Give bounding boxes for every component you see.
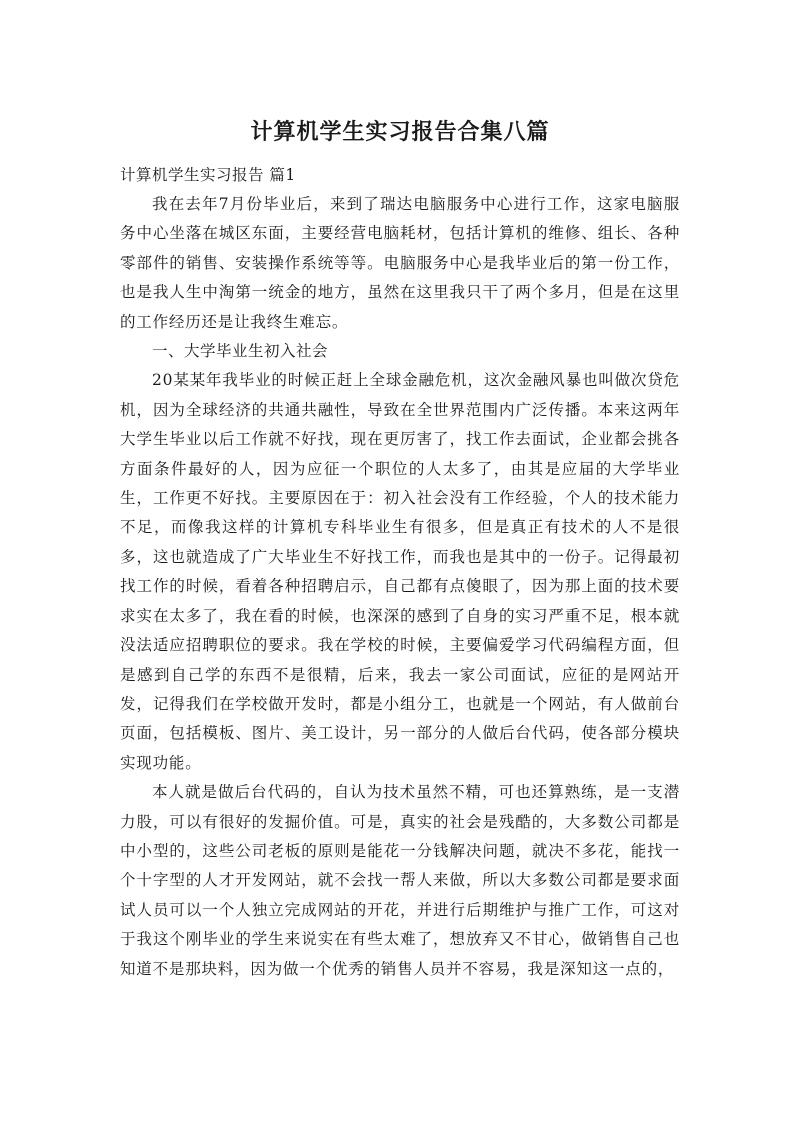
document-title: 计算机学生实习报告合集八篇 bbox=[250, 120, 550, 145]
document-body bbox=[120, 161, 680, 984]
section-heading: 一、大学毕业生初入社会 bbox=[152, 342, 329, 361]
section-title: 计算机学生实习报告 篇1 bbox=[120, 166, 296, 184]
paragraph: 我在去年7月份毕业后，来到了瑞达电脑服务中心进行工作，这家电脑服务中心坐落在城区东面，主要经营电脑耗材，包括计算机的维修、组长、各种零部件的销售、安装操作系统等等。电脑服务中心是我毕业后的第一份工作，也是我人生中淘第一统金的地方，虽然在这里我只干了两个多月，但是在这里的工作经历还是让我终生难忘。 bbox=[120, 195, 680, 331]
paragraph: 20某某年我毕业的时候正赶上全球金融危机，这次金融风暴也叫做次贷危机，因为全球经济的共通共融性，导致在全世界范围内广泛传播。本来这两年大学生毕业以后工作就不好找，现在更厉害了，找工作去面试，企业都会挑各方面条件最好的人，因为应征一个职位的人太多了，由其是应届的大学毕业生，工作更不好找。主要原因在于：初入社会没有工作经验，个人的技术能力不足，而像我这样的计算机专科毕业生有很多，但是真正有技术的人不是很多，这也就造成了广大毕业生不好找工作，而我也是其中的一份子。记得最初找工作的时候，看着各种招聘启示，自己都有点傻眼了，因为那上面的技术要求实在太多了，我在看的时候，也深深的感到了自身的实习严重不足，根本就没法适应招聘职位的要求。我在学校的时候，主要偏爱学习代码编程方面，但是感到自己学的东西不是很精，后来，我去一家公司面试，应征的是网站开发，记得我们在学校做开发时，都是小组分工，也就是一个网站，有人做前台页面，包括模板、图片、美工设计，另一部分的人做后台代码，使各部分模块实现功能。 bbox=[120, 371, 680, 772]
paragraph: 本人就是做后台代码的，自认为技术虽然不精，可也还算熟练，是一支潜力股，可以有很好的发掘价值。可是，真实的社会是残酷的，大多数公司都是中小型的，这些公司老板的原则是能花一分钱解决问题，就决不多花，能找一个十字型的人才开发网站，就不会找一帮人来做，所以大多数公司都是要求面试人员可以一个人独立完成网站的开花，并进行后期维护与推广工作，可这对于我这个刚毕业的学生来说实在有些太难了，想放弃又不甘心，做销售自己也知道不是那块料，因为做一个优秀的销售人员并不容易，我是深知这一点的， bbox=[120, 783, 680, 978]
